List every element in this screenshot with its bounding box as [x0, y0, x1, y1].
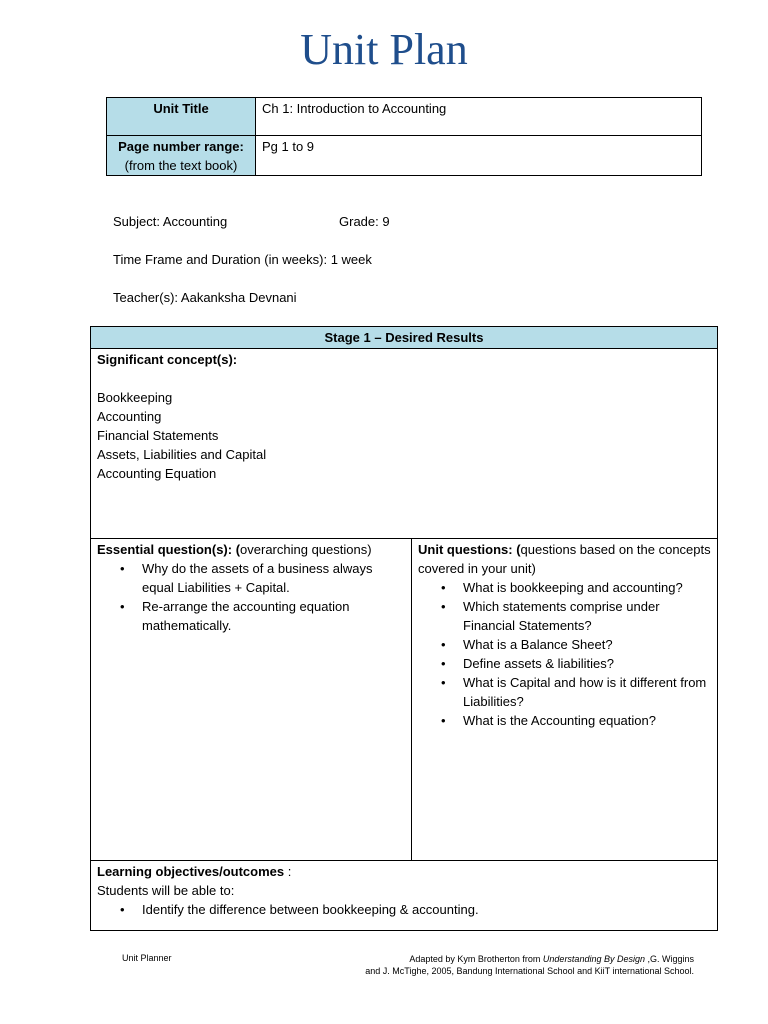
concept-item: Accounting Equation	[97, 466, 217, 481]
footer-right	[365, 953, 694, 977]
unit-q-item: • Define assets & liabilities?	[463, 654, 711, 673]
objectives-colon: :	[284, 864, 292, 879]
footer-credit-c: ,G. Wiggins	[644, 954, 694, 964]
unit-q-list	[418, 578, 711, 730]
essential-item: • Re-arrange the accounting equation mathematically.	[142, 597, 405, 635]
footer-credit-a: Adapted by Kym Brotherton from	[409, 954, 543, 964]
unit-title-value: Ch 1: Introduction to Accounting	[256, 98, 702, 136]
page-range-label-text: Page number range:	[118, 139, 244, 154]
unit-q-note: questions based on the concepts covered in your unit)	[418, 542, 711, 576]
concepts-label: Significant concept(s):	[97, 352, 238, 367]
objectives-intro: Students will be able to:	[97, 883, 235, 898]
unit-info-table	[106, 97, 702, 176]
concepts-cell	[91, 349, 718, 539]
essential-label: Essential question(s): (	[97, 542, 241, 557]
essential-questions-cell	[91, 539, 412, 861]
footer-credit-line2: and J. McTighe, 2005, Bandung International School and KiiT international School.	[365, 966, 694, 976]
objectives-label: Learning objectives/outcomes	[97, 864, 285, 879]
stage1-header: Stage 1 – Desired Results	[91, 327, 718, 349]
objectives-list	[97, 900, 711, 919]
unit-q-item: • What is the Accounting equation?	[463, 711, 711, 730]
concept-item: Assets, Liabilities and Capital	[97, 447, 267, 462]
teacher-line: Teacher(s): Aakanksha Devnani	[113, 290, 297, 305]
unit-q-item: • What is Capital and how is it different from Liabilities?	[463, 673, 711, 711]
page-title: Unit Plan	[300, 25, 468, 74]
unit-q-item: • What is a Balance Sheet?	[463, 635, 711, 654]
essential-list	[97, 559, 405, 635]
essential-note: overarching questions)	[240, 542, 372, 557]
page-range-label	[107, 136, 256, 176]
unit-title-label: Unit Title	[107, 98, 256, 136]
grade-line: Grade: 9	[339, 214, 390, 229]
concept-item: Financial Statements	[97, 428, 219, 443]
page-range-sub: (from the text book)	[124, 158, 238, 173]
stage1-table	[90, 326, 718, 931]
objectives-cell	[91, 861, 718, 931]
subject-line: Subject: Accounting	[113, 214, 228, 229]
footer-credit-book: Understanding By Design	[542, 954, 645, 964]
footer-left: Unit Planner	[122, 953, 172, 963]
page-range-value: Pg 1 to 9	[256, 136, 702, 176]
objective-item: • Identify the difference between bookkeeping & accounting.	[142, 900, 711, 919]
essential-item: • Why do the assets of a business always equal Liabilities + Capital.	[142, 559, 405, 597]
time-frame-line: Time Frame and Duration (in weeks): 1 week	[113, 252, 372, 267]
concept-item: Accounting	[97, 409, 162, 424]
unit-q-item: • Which statements comprise under Financial Statements?	[463, 597, 711, 635]
concept-item: Bookkeeping	[97, 390, 173, 405]
unit-q-label: Unit questions: (	[418, 542, 521, 557]
unit-questions-cell	[412, 539, 718, 861]
unit-q-item: • What is bookkeeping and accounting?	[463, 578, 711, 597]
